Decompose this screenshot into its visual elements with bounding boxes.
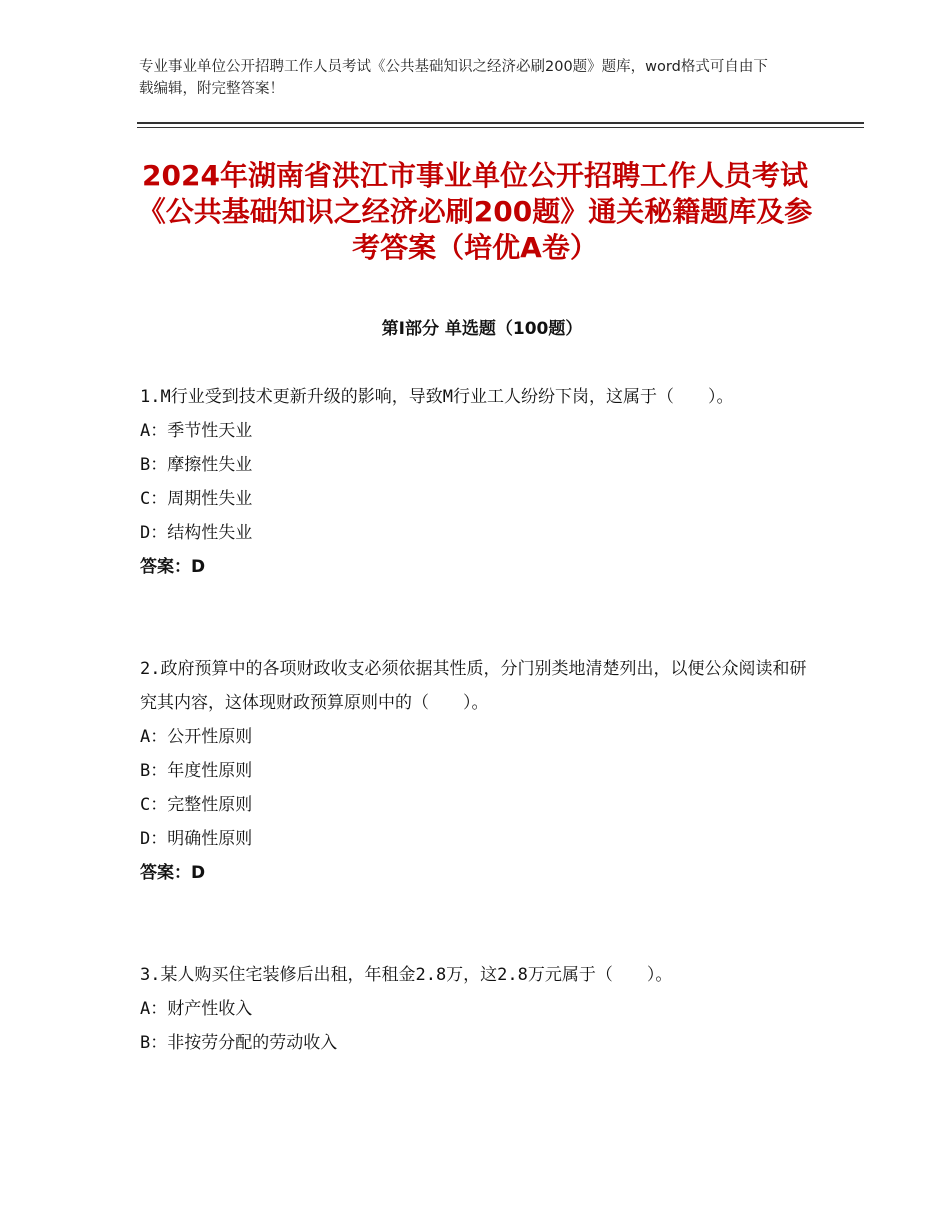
question-2	[140, 652, 820, 890]
option-a: A：财产性收入	[140, 999, 253, 1019]
option-b: B：非按劳分配的劳动收入	[140, 1033, 338, 1053]
section-title: 第Ⅰ部分 单选题（100题）	[381, 319, 583, 339]
option-b: B：年度性原则	[140, 761, 253, 781]
answer: 答案：D	[140, 557, 206, 577]
option-d: D：结构性失业	[140, 523, 253, 543]
option-a: A：公开性原则	[140, 727, 253, 747]
header-rule-thin	[137, 127, 864, 128]
header-rule-thick	[137, 122, 864, 124]
question-stem: 3.某人购买住宅装修后出租，年租金2.8万，这2.8万元属于（ ）。	[140, 965, 673, 985]
document-title: 2024年湖南省洪江市事业单位公开招聘工作人员考试《公共基础知识之经济必刷200题》通关秘籍题库及参考答案（培优A卷）	[137, 159, 813, 264]
question-1	[140, 380, 820, 584]
answer: 答案：D	[140, 863, 206, 883]
question-stem: 2.政府预算中的各项财政收支必须依据其性质，分门别类地清楚列出，以便公众阅读和研究其内容，这体现财政预算原则中的（ ）。	[140, 659, 807, 713]
option-d: D：明确性原则	[140, 829, 253, 849]
option-c: C：完整性原则	[140, 795, 253, 815]
question-stem: 1.M行业受到技术更新升级的影响，导致M行业工人纷纷下岗，这属于（ ）。	[140, 387, 734, 407]
header-note: 专业事业单位公开招聘工作人员考试《公共基础知识之经济必刷200题》题库，word格式可自由下载编辑，附完整答案！	[139, 59, 768, 97]
option-c: C：周期性失业	[140, 489, 253, 509]
question-3	[140, 958, 820, 1060]
option-a: A：季节性天业	[140, 421, 253, 441]
option-b: B：摩擦性失业	[140, 455, 253, 475]
